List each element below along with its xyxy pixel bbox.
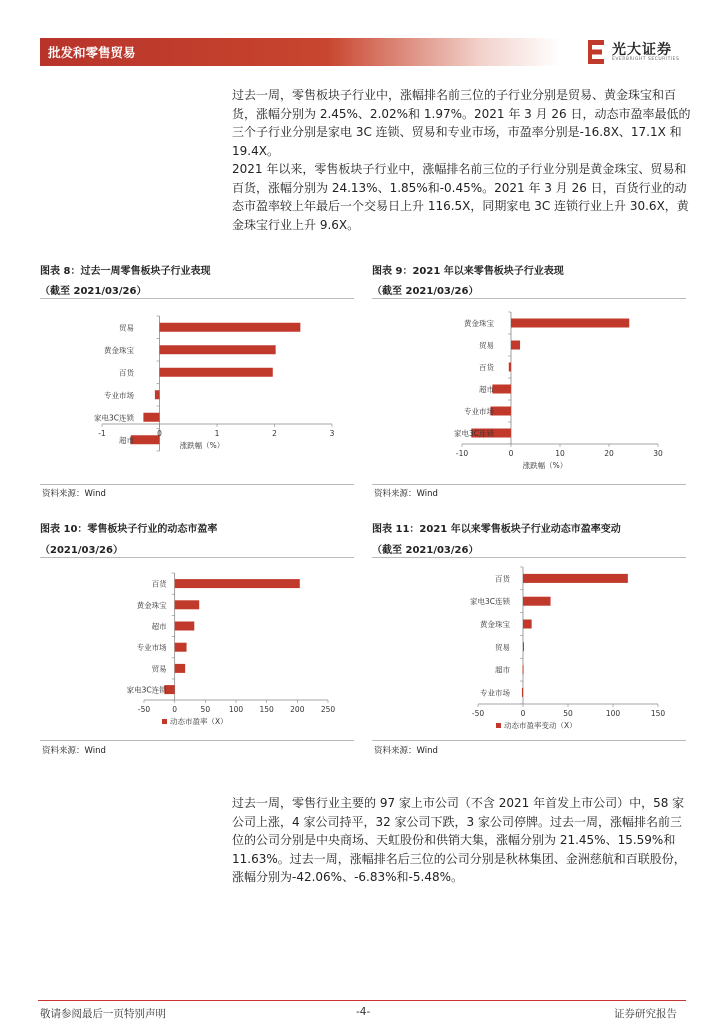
c9-bar-0: [511, 319, 629, 328]
logo: [586, 38, 696, 68]
c9-cat-label-5: 家电3C连锁: [453, 429, 494, 438]
c9-bar-1: [511, 341, 520, 350]
c10-bar-0: [175, 579, 300, 588]
c10-x-tick-label-2: 50: [200, 705, 211, 714]
chart10-title: 图表 10：零售板块子行业的动态市盈率: [40, 524, 218, 535]
c11-x-tick-label-2: 50: [563, 709, 573, 718]
c11-bar-5: [522, 688, 523, 697]
c8-bar-0: [160, 323, 301, 332]
c10-x-tick-label-1: 0: [172, 705, 178, 714]
c9-x-tick-label-3: 20: [604, 449, 614, 458]
c8-cat-label-4: 家电3C连锁: [93, 413, 134, 423]
c10-cat-label-5: 家电3C连锁: [126, 685, 167, 695]
c8-bar-1: [160, 345, 276, 354]
chart11-source: 资料来源：Wind: [374, 746, 438, 756]
c8-cat-label-5: 超市: [119, 435, 134, 445]
c8-bar-5: [131, 435, 160, 444]
c11-legend-swatch: [496, 723, 501, 728]
c10-cat-label-0: 百货: [151, 579, 167, 589]
c11-cat-label-2: 黄金珠宝: [480, 620, 510, 629]
page-number: -4-: [356, 1006, 371, 1018]
c10-bar-4: [175, 664, 185, 673]
chart8-source: 资料来源：Wind: [42, 489, 106, 499]
c10-legend-swatch: [162, 719, 167, 724]
logo-mark-icon: [586, 38, 608, 66]
c11-x-tick-label-0: -50: [471, 709, 485, 718]
c8-bar-3: [155, 390, 160, 399]
paragraph-2: 2021 年以来，零售板块子行业中，涨幅排名前三位的子行业分别是黄金珠宝、贸易和百货，涨幅分别为 24.13%、1.85%和-0.45%。2021 年 3 月 26 日，百货行业的动态市盈率较上年最后一个交易日上升 116.5X，同期家电 3C 连锁行业上升 30.6X，黄金珠宝行业上升 9.6X。: [232, 162, 689, 232]
chart8-top-rule: [40, 298, 354, 299]
c8-bar-2: [160, 368, 273, 377]
c10-x-tick-label-4: 150: [259, 705, 274, 714]
c10-bar-2: [175, 622, 195, 631]
c8-x-tick-label-0: -1: [98, 429, 106, 438]
c9-cat-label-1: 贸易: [479, 341, 494, 350]
c8-cat-label-1: 黄金珠宝: [104, 345, 134, 355]
c11-x-tick-label-1: 0: [520, 709, 526, 718]
c10-x-tick-label-6: 250: [320, 705, 336, 714]
c11-legend-label: 动态市盈率变动（X）: [504, 721, 577, 730]
footer-report-type: 证券研究报告: [614, 1008, 677, 1020]
c11-cat-label-3: 贸易: [495, 642, 510, 652]
c9-cat-label-4: 专业市场: [464, 407, 494, 416]
c11-bar-4: [523, 665, 524, 674]
c9-cat-label-3: 超市: [479, 385, 494, 394]
chart10-source: 资料来源：Wind: [42, 746, 106, 756]
footer-disclaimer: 敬请参阅最后一页特别声明: [40, 1008, 166, 1020]
c10-x-tick-label-5: 200: [290, 705, 305, 714]
chart8-bottom-rule: [40, 484, 354, 485]
c9-x-tick-label-2: 10: [555, 449, 565, 458]
c11-cat-label-5: 专业市场: [480, 688, 510, 698]
chart11-subtitle: （截至 2021/03/26）: [372, 545, 479, 556]
chart9-top-rule: [372, 298, 686, 299]
chart9-source: 资料来源：Wind: [374, 489, 438, 499]
c9-x-tick-label-0: -10: [455, 449, 469, 458]
c11-svg: [372, 560, 686, 738]
c8-svg: [40, 300, 354, 482]
chart9-title: 图表 9：2021 年以来零售板块子行业表现: [372, 266, 564, 277]
c10-x-tick-label-0: -50: [137, 705, 151, 714]
c9-svg: [372, 300, 686, 482]
c10-cat-label-2: 超市: [151, 622, 167, 631]
chart10-top-rule: [40, 557, 354, 558]
chart9-bottom-rule: [372, 484, 686, 485]
c11-x-tick-label-4: 150: [650, 709, 666, 718]
chart11-top-rule: [372, 557, 686, 558]
c11-x-tick-label-3: 100: [605, 709, 621, 718]
c8-cat-label-0: 贸易: [119, 323, 134, 333]
footer-rule: [38, 1000, 686, 1001]
chart9: [372, 300, 686, 482]
c8-cat-label-3: 专业市场: [104, 390, 134, 400]
chart11-bottom-rule: [372, 740, 686, 741]
c10-bar-1: [175, 600, 200, 609]
c8-x-tick-label-4: 3: [329, 429, 335, 438]
chart8-title: 图表 8：过去一周零售板块子行业表现: [40, 266, 211, 277]
c10-cat-label-1: 黄金珠宝: [136, 600, 167, 610]
c9-cat-label-0: 黄金珠宝: [464, 319, 494, 328]
c9-cat-label-2: 百货: [479, 363, 494, 372]
logo-en-text: EVERBRIGHT SECURITIES: [612, 57, 680, 62]
c10-cat-label-3: 专业市场: [136, 643, 167, 653]
c9-bar-3: [492, 385, 511, 394]
c10-bar-3: [175, 643, 187, 652]
c10-x-tick-label-3: 100: [228, 705, 244, 714]
chart10-bottom-rule: [40, 740, 354, 741]
logo-cn-text: 光大证券: [612, 42, 672, 58]
c8-x-tick-label-1: 0: [157, 429, 162, 438]
chart11-title: 图表 11：2021 年以来零售板块子行业动态市盈率变动: [372, 524, 621, 535]
chart10-subtitle: （2021/03/26）: [40, 545, 123, 556]
c9-x-axis-label: 涨跌幅（%）: [522, 461, 568, 470]
c8-x-tick-label-3: 2: [272, 429, 277, 438]
c11-cat-label-4: 超市: [495, 665, 510, 675]
c9-x-tick-label-1: 0: [508, 449, 514, 458]
chart8: [40, 300, 354, 482]
chart11: [372, 560, 686, 738]
c11-cat-label-0: 百货: [495, 574, 510, 584]
chart8-subtitle: （截至 2021/03/26）: [40, 286, 147, 297]
c8-x-tick-label-2: 1: [214, 429, 220, 438]
c8-bar-4: [143, 413, 159, 422]
c9-bar-2: [509, 363, 511, 372]
c10-cat-label-4: 贸易: [151, 664, 167, 674]
c9-x-tick-label-4: 30: [653, 449, 663, 458]
c11-bar-0: [523, 574, 628, 583]
section-title: 批发和零售贸易: [48, 45, 136, 60]
chart10: [40, 560, 354, 738]
c11-cat-label-1: 家电3C连锁: [469, 597, 510, 607]
c10-svg: [40, 560, 354, 738]
chart9-subtitle: （截至 2021/03/26）: [372, 286, 479, 297]
c8-cat-label-2: 百货: [119, 368, 134, 378]
paragraph-3: 过去一周，零售行业主要的 97 家上市公司（不含 2021 年首发上市公司）中，58 家公司上涨，4 家公司持平，32 家公司下跌，3 家公司停牌。过去一周，涨幅排名前三位的公司分别是中央商场、天虹股份和供销大集，涨幅分别为 21.45%、15.59%和 11.63%。过去一周，涨幅排名后三位的公司分别是秋林集团、金洲慈航和百联股份，涨幅分别为-42.06%、-6.83%和-5.48%。: [232, 796, 686, 884]
c11-bar-2: [523, 620, 532, 629]
paragraph-1: 过去一周，零售板块子行业中，涨幅排名前三位的子行业分别是贸易、黄金珠宝和百货，涨幅分别为 2.45%、2.02%和 1.97%。2021 年 3 月 26 日，动态市盈率最低的三个子行业分别是家电 3C 连锁、贸易和专业市场，市盈率分别是-16.8X、17.1X 和 19.4X。: [232, 88, 691, 158]
c8-x-axis-label: 涨跌幅（%）: [179, 441, 225, 450]
c11-bar-3: [523, 642, 524, 651]
c11-bar-1: [523, 597, 551, 606]
c10-legend-label: 动态市盈率（X）: [170, 717, 228, 726]
